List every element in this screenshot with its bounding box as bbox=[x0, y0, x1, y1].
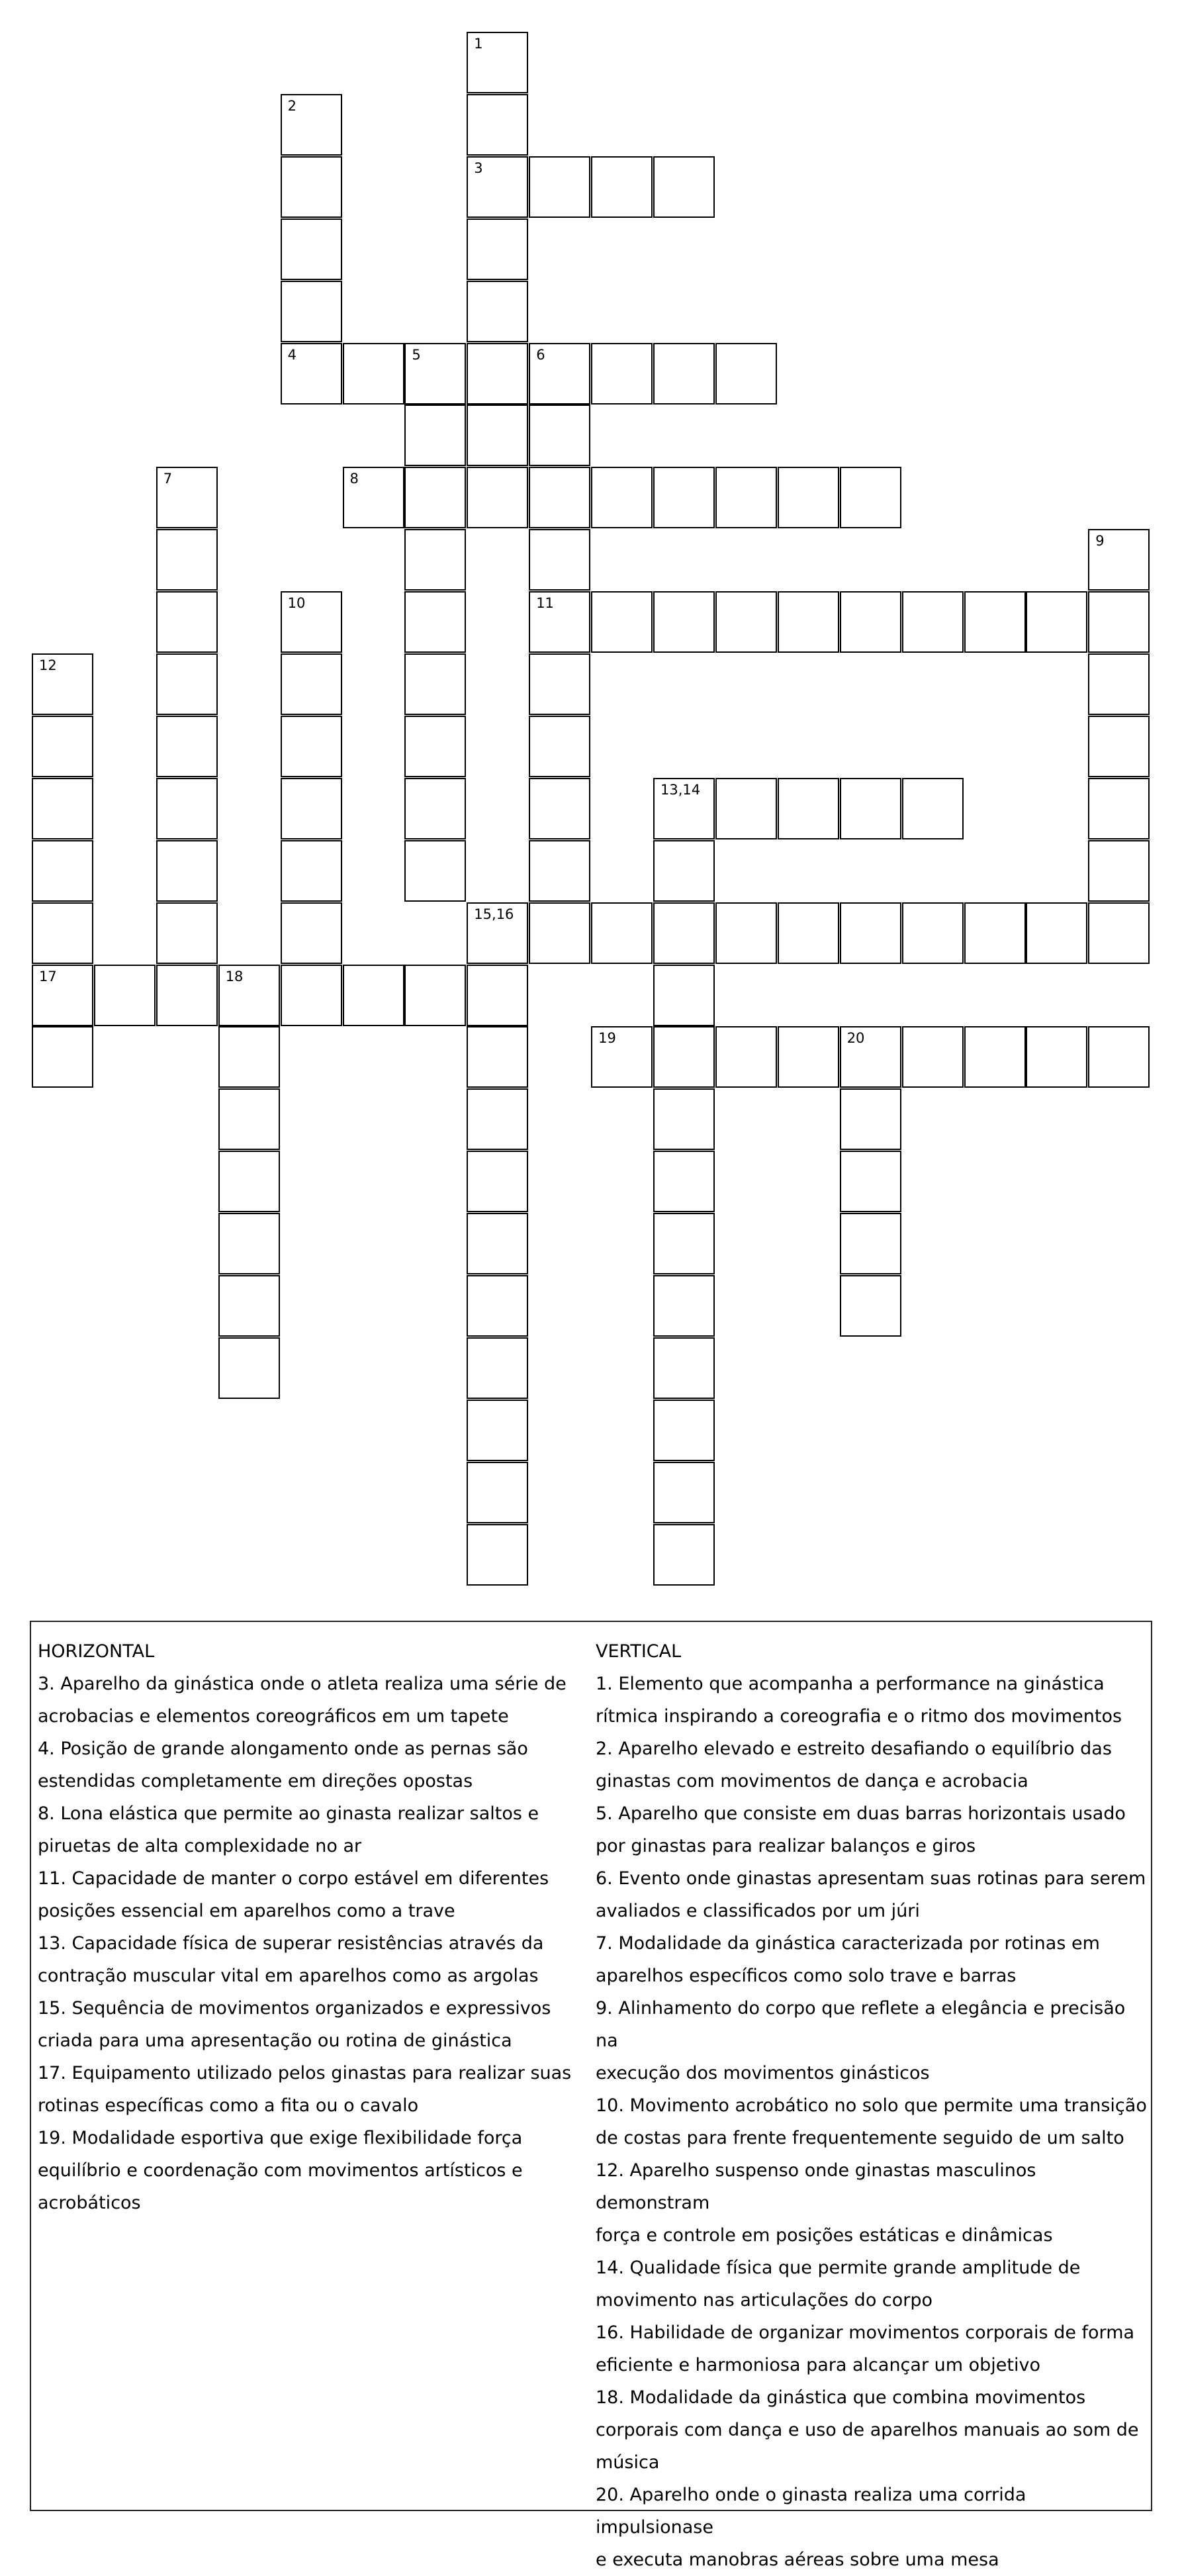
clue-line: 10. Movimento acrobático no solo que permite uma transição bbox=[596, 2095, 1147, 2116]
crossword-cell[interactable] bbox=[218, 1151, 280, 1212]
clue-number: 11 bbox=[536, 595, 554, 612]
crossword-cell[interactable] bbox=[840, 1088, 901, 1150]
clue-line: 9. Alinhamento do corpo que reflete a elegância e precisão na bbox=[596, 1998, 1126, 2051]
crossword-cell[interactable] bbox=[529, 902, 590, 964]
crossword-cell[interactable] bbox=[467, 902, 528, 964]
crossword-cell[interactable] bbox=[591, 156, 653, 218]
crossword-cell[interactable] bbox=[1026, 1026, 1087, 1088]
crossword-cell[interactable] bbox=[840, 591, 901, 653]
crossword-cell[interactable] bbox=[343, 343, 404, 405]
crossword-cell[interactable] bbox=[343, 965, 404, 1026]
clue-line: de costas para frente frequentemente seguido de um salto bbox=[596, 2128, 1124, 2148]
crossword-cell[interactable] bbox=[840, 1026, 901, 1088]
horizontal-clues bbox=[38, 1635, 584, 2219]
crossword-cell[interactable] bbox=[467, 281, 528, 342]
crossword-cell[interactable] bbox=[964, 902, 1026, 964]
crossword-cell[interactable] bbox=[281, 653, 342, 715]
vertical-clue-list bbox=[596, 1668, 1148, 2576]
crossword-cell[interactable] bbox=[281, 591, 342, 653]
clue-line: ginastas com movimentos de dança e acrobacia bbox=[596, 1771, 1028, 1791]
crossword-cell[interactable] bbox=[840, 1213, 901, 1274]
crossword-cell[interactable] bbox=[653, 902, 715, 964]
crossword-cell[interactable] bbox=[467, 1275, 528, 1337]
crossword-cell[interactable] bbox=[529, 529, 590, 591]
crossword-cell[interactable] bbox=[653, 778, 715, 839]
crossword-cell[interactable] bbox=[156, 902, 218, 964]
crossword-cell[interactable] bbox=[1088, 778, 1150, 839]
crossword-cell[interactable] bbox=[1088, 529, 1150, 591]
clue-line: posições essencial em aparelhos como a trave bbox=[38, 1901, 455, 1921]
crossword-cell[interactable] bbox=[281, 716, 342, 777]
crossword-cell[interactable] bbox=[1088, 591, 1150, 653]
crossword-cell[interactable] bbox=[591, 467, 653, 528]
clue-number: 17 bbox=[39, 968, 57, 984]
crossword-cell[interactable] bbox=[902, 778, 964, 839]
crossword-cell[interactable] bbox=[591, 902, 653, 964]
crossword-cell[interactable] bbox=[404, 591, 466, 653]
crossword-cell[interactable] bbox=[467, 94, 528, 156]
crossword-cell[interactable] bbox=[715, 778, 777, 839]
crossword-cell[interactable] bbox=[281, 156, 342, 218]
crossword-cell[interactable] bbox=[529, 840, 590, 902]
horizontal-clue-list bbox=[38, 1668, 584, 2219]
clue-line: rotinas específicas como a fita ou o cavalo bbox=[38, 2095, 419, 2116]
crossword-cell[interactable] bbox=[156, 653, 218, 715]
crossword-cell[interactable] bbox=[715, 1026, 777, 1088]
vertical-heading: VERTICAL bbox=[596, 1641, 682, 1662]
clue-line: equilíbrio e coordenação com movimentos artísticos e bbox=[38, 2160, 523, 2181]
clue-number: 2 bbox=[287, 97, 296, 114]
crossword-cell[interactable] bbox=[32, 902, 93, 964]
crossword-cell[interactable] bbox=[467, 1151, 528, 1212]
crossword-cell[interactable] bbox=[778, 1026, 839, 1088]
crossword-cell[interactable] bbox=[281, 343, 342, 405]
crossword-cell[interactable] bbox=[653, 840, 715, 902]
clue-line: 15. Sequência de movimentos organizados e expressivos bbox=[38, 1998, 551, 2019]
crossword-cell[interactable] bbox=[32, 840, 93, 902]
crossword-cell[interactable] bbox=[653, 1088, 715, 1150]
crossword-cell[interactable] bbox=[218, 1026, 280, 1088]
clue-line: estendidas completamente em direções opostas bbox=[38, 1771, 473, 1791]
clue-line: 17. Equipamento utilizado pelos ginastas para realizar suas bbox=[38, 2063, 572, 2083]
vertical-clues bbox=[596, 1635, 1148, 2576]
crossword-cell[interactable] bbox=[1088, 716, 1150, 777]
crossword-cell[interactable] bbox=[343, 467, 404, 528]
crossword-cell[interactable] bbox=[404, 778, 466, 839]
clue-line: 20. Aparelho onde o ginasta realiza uma corrida impulsionase bbox=[596, 2485, 1026, 2538]
crossword-cell[interactable] bbox=[32, 778, 93, 839]
crossword-cell[interactable] bbox=[653, 1275, 715, 1337]
clue-line: 18. Modalidade da ginástica que combina movimentos bbox=[596, 2387, 1086, 2408]
crossword-cell[interactable] bbox=[653, 343, 715, 405]
crossword-cell[interactable] bbox=[902, 902, 964, 964]
clues-box bbox=[30, 1621, 1152, 2570]
crossword-cell[interactable] bbox=[218, 1275, 280, 1337]
clue-line: 14. Qualidade física que permite grande amplitude de bbox=[596, 2258, 1081, 2278]
crossword-cell[interactable] bbox=[404, 405, 466, 466]
crossword-cell[interactable] bbox=[156, 778, 218, 839]
crossword-cell[interactable] bbox=[467, 1524, 528, 1586]
crossword-cell[interactable] bbox=[778, 591, 839, 653]
crossword-cell[interactable] bbox=[1088, 902, 1150, 964]
crossword-cell[interactable] bbox=[1026, 591, 1087, 653]
clue-number: 10 bbox=[287, 595, 306, 612]
crossword-cell[interactable] bbox=[467, 405, 528, 466]
clue-line: 5. Aparelho que consiste em duas barras horizontais usado bbox=[596, 1803, 1126, 1824]
crossword-cell[interactable] bbox=[840, 778, 901, 839]
clue-number: 18 bbox=[225, 968, 244, 984]
crossword-cell[interactable] bbox=[1088, 1026, 1150, 1088]
clue-line: 4. Posição de grande alongamento onde as pernas são bbox=[38, 1739, 528, 1759]
clue-number: 19 bbox=[598, 1030, 616, 1047]
crossword-cell[interactable] bbox=[467, 1400, 528, 1461]
crossword-cell[interactable] bbox=[591, 591, 653, 653]
crossword-cell[interactable] bbox=[281, 902, 342, 964]
crossword-cell[interactable] bbox=[156, 529, 218, 591]
crossword-cell[interactable] bbox=[467, 1337, 528, 1399]
crossword-cell[interactable] bbox=[591, 343, 653, 405]
crossword-cell[interactable] bbox=[840, 1275, 901, 1337]
clue-line: 16. Habilidade de organizar movimentos corporais de forma bbox=[596, 2322, 1135, 2343]
clue-line: 8. Lona elástica que permite ao ginasta realizar saltos e bbox=[38, 1803, 539, 1824]
crossword-cell[interactable] bbox=[467, 1088, 528, 1150]
clue-number: 1 bbox=[474, 36, 483, 52]
crossword-cell[interactable] bbox=[653, 156, 715, 218]
crossword-cell[interactable] bbox=[653, 1026, 715, 1088]
crossword-cell[interactable] bbox=[467, 467, 528, 528]
crossword-cell[interactable] bbox=[715, 902, 777, 964]
crossword-cell[interactable] bbox=[281, 94, 342, 156]
crossword-cell[interactable] bbox=[840, 467, 901, 528]
crossword-cell[interactable] bbox=[281, 778, 342, 839]
crossword-cell[interactable] bbox=[964, 1026, 1026, 1088]
crossword-cell[interactable] bbox=[281, 281, 342, 342]
crossword-cell[interactable] bbox=[715, 467, 777, 528]
clue-line: criada para uma apresentação ou rotina de ginástica bbox=[38, 2030, 512, 2051]
clue-line: movimento nas articulações do corpo bbox=[596, 2290, 933, 2311]
crossword-cell[interactable] bbox=[529, 653, 590, 715]
crossword-cell[interactable] bbox=[653, 1400, 715, 1461]
crossword-cell[interactable] bbox=[529, 716, 590, 777]
crossword-cell[interactable] bbox=[840, 902, 901, 964]
clue-line: 12. Aparelho suspenso onde ginastas masculinos demonstram bbox=[596, 2160, 1036, 2213]
crossword-cell[interactable] bbox=[529, 778, 590, 839]
crossword-cell[interactable] bbox=[1088, 840, 1150, 902]
clue-number: 5 bbox=[412, 346, 421, 363]
crossword-cell[interactable] bbox=[32, 965, 93, 1026]
crossword-cell[interactable] bbox=[653, 1151, 715, 1212]
clue-number: 20 bbox=[846, 1030, 865, 1047]
clue-line: acrobáticos bbox=[38, 2193, 141, 2213]
clue-number: 6 bbox=[536, 346, 545, 363]
clue-line: eficiente e harmoniosa para alcançar um objetivo bbox=[596, 2355, 1040, 2375]
crossword-cell[interactable] bbox=[467, 1213, 528, 1274]
crossword-cell[interactable] bbox=[156, 965, 218, 1026]
crossword-cell[interactable] bbox=[32, 653, 93, 715]
crossword-cell[interactable] bbox=[715, 591, 777, 653]
clue-number: 3 bbox=[474, 160, 483, 176]
crossword-cell[interactable] bbox=[32, 1026, 93, 1088]
crossword-cell[interactable] bbox=[1088, 653, 1150, 715]
clue-line: contração muscular vital em aparelhos como as argolas bbox=[38, 1966, 539, 1986]
crossword-cell[interactable] bbox=[218, 1088, 280, 1150]
crossword-cell[interactable] bbox=[902, 591, 964, 653]
crossword-cell[interactable] bbox=[404, 529, 466, 591]
clue-line: piruetas de alta complexidade no ar bbox=[38, 1836, 362, 1856]
crossword-cell[interactable] bbox=[529, 156, 590, 218]
clue-line: rítmica inspirando a coreografia e o ritmo dos movimentos bbox=[596, 1706, 1122, 1727]
crossword-cell[interactable] bbox=[281, 218, 342, 280]
clue-line: 13. Capacidade física de superar resistências através da bbox=[38, 1933, 544, 1954]
crossword-cell[interactable] bbox=[467, 1462, 528, 1523]
crossword-cell[interactable] bbox=[840, 1151, 901, 1212]
clue-number: 15,16 bbox=[474, 906, 514, 922]
clue-line: 3. Aparelho da ginástica onde o atleta realiza uma série de bbox=[38, 1674, 567, 1694]
clue-line: força e controle em posições estáticas e dinâmicas bbox=[596, 2225, 1053, 2246]
clue-line: 1. Elemento que acompanha a performance na ginástica bbox=[596, 1674, 1105, 1694]
crossword-cell[interactable] bbox=[467, 1026, 528, 1088]
crossword-cell[interactable] bbox=[653, 467, 715, 528]
clue-line: execução dos movimentos ginásticos bbox=[596, 2063, 930, 2083]
crossword-cell[interactable] bbox=[467, 343, 528, 405]
crossword-cell[interactable] bbox=[404, 716, 466, 777]
crossword-cell[interactable] bbox=[653, 1337, 715, 1399]
crossword-cell[interactable] bbox=[529, 343, 590, 405]
crossword-cell[interactable] bbox=[964, 591, 1026, 653]
clue-line: e executa manobras aéreas sobre uma mesa bbox=[596, 2550, 999, 2570]
crossword-cell[interactable] bbox=[778, 778, 839, 839]
clue-line: corporais com dança e uso de aparelhos manuais ao som de bbox=[596, 2420, 1139, 2440]
clue-number: 8 bbox=[349, 471, 359, 487]
crossword-cell[interactable] bbox=[529, 405, 590, 466]
clue-line: por ginastas para realizar balanços e giros bbox=[596, 1836, 976, 1856]
clue-line: 19. Modalidade esportiva que exige flexibilidade força bbox=[38, 2128, 523, 2148]
crossword-cell[interactable] bbox=[218, 1337, 280, 1399]
crossword-cell[interactable] bbox=[32, 716, 93, 777]
clue-line: aparelhos específicos como solo trave e barras bbox=[596, 1966, 1017, 1986]
crossword-cell[interactable] bbox=[529, 591, 590, 653]
crossword-cell[interactable] bbox=[653, 1524, 715, 1586]
crossword-cell[interactable] bbox=[404, 343, 466, 405]
crossword-cell[interactable] bbox=[218, 1213, 280, 1274]
clue-line: música bbox=[596, 2452, 660, 2473]
crossword-cell[interactable] bbox=[591, 1026, 653, 1088]
crossword-cell[interactable] bbox=[404, 840, 466, 902]
crossword-cell[interactable] bbox=[653, 965, 715, 1026]
horizontal-heading: HORIZONTAL bbox=[38, 1641, 155, 1662]
clue-line: acrobacias e elementos coreográficos em um tapete bbox=[38, 1706, 509, 1727]
crossword-cell[interactable] bbox=[902, 1026, 964, 1088]
clue-number: 13,14 bbox=[660, 781, 701, 798]
clue-line: 11. Capacidade de manter o corpo estável em diferentes bbox=[38, 1868, 549, 1889]
crossword-cell[interactable] bbox=[156, 716, 218, 777]
crossword-cell[interactable] bbox=[653, 1462, 715, 1523]
crossword-cell[interactable] bbox=[218, 965, 280, 1026]
crossword-cell[interactable] bbox=[467, 965, 528, 1026]
crossword-cell[interactable] bbox=[653, 1213, 715, 1274]
crossword-cell[interactable] bbox=[467, 218, 528, 280]
crossword-cell[interactable] bbox=[404, 653, 466, 715]
crossword-cell[interactable] bbox=[467, 32, 528, 93]
clue-line: 7. Modalidade da ginástica caracterizada por rotinas em bbox=[596, 1933, 1100, 1954]
clue-line: 6. Evento onde ginastas apresentam suas rotinas para serem bbox=[596, 1868, 1146, 1889]
crossword-cell[interactable] bbox=[156, 467, 218, 528]
clue-number: 4 bbox=[287, 346, 296, 363]
crossword-cell[interactable] bbox=[529, 467, 590, 528]
crossword-cell[interactable] bbox=[156, 840, 218, 902]
crossword-cell[interactable] bbox=[778, 902, 839, 964]
clue-line: 2. Aparelho elevado e estreito desafiando o equilíbrio das bbox=[596, 1739, 1112, 1759]
crossword-cell[interactable] bbox=[653, 591, 715, 653]
crossword-cell[interactable] bbox=[1026, 902, 1087, 964]
crossword-cell[interactable] bbox=[778, 467, 839, 528]
clue-line: avaliados e classificados por um júri bbox=[596, 1901, 920, 1921]
crossword-cell[interactable] bbox=[404, 965, 466, 1026]
crossword-cell[interactable] bbox=[156, 591, 218, 653]
crossword-cell[interactable] bbox=[404, 467, 466, 528]
crossword-cell[interactable] bbox=[467, 156, 528, 218]
clue-number: 9 bbox=[1095, 533, 1105, 549]
crossword-cell[interactable] bbox=[715, 343, 777, 405]
clue-number: 12 bbox=[39, 657, 57, 673]
clue-number: 7 bbox=[163, 471, 173, 487]
crossword-cell[interactable] bbox=[281, 840, 342, 902]
crossword-cell[interactable] bbox=[94, 965, 156, 1026]
crossword-cell[interactable] bbox=[281, 965, 342, 1026]
